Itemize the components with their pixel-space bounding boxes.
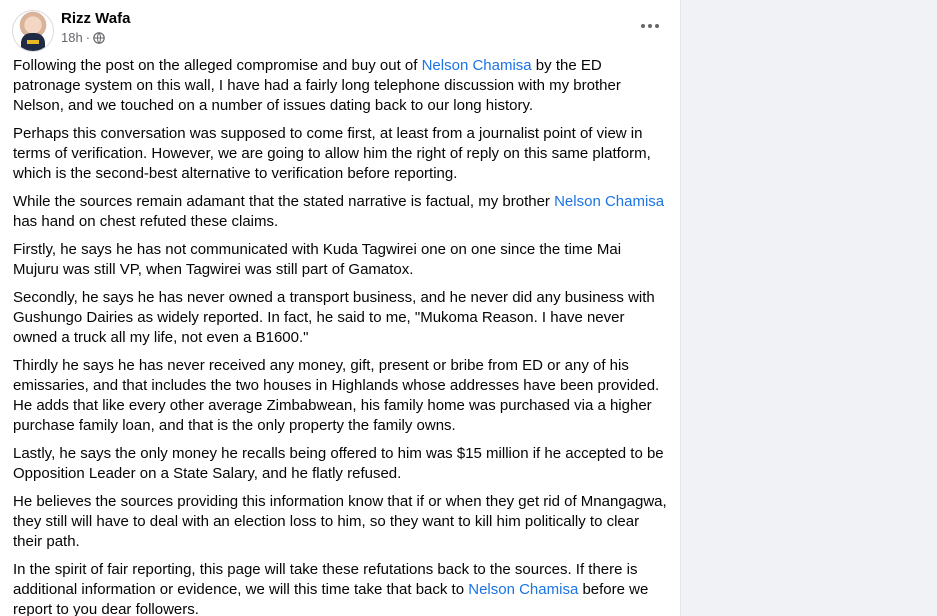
profile-link[interactable]: Nelson Chamisa <box>421 57 532 74</box>
post-paragraph <box>13 288 669 348</box>
meta-separator: · <box>85 30 91 45</box>
post-timestamp[interactable]: 18h <box>61 30 83 45</box>
paragraph-text: before we report to you dear followers. <box>13 581 649 616</box>
profile-link[interactable]: Nelson Chamisa <box>554 193 665 210</box>
post-paragraph <box>13 444 669 484</box>
post-text <box>13 56 669 616</box>
paragraph-text: Secondly, he says he has never owned a transport business, and he never did any business with Gushungo Dairies as widely reported. In fact, he said to me, "Mukoma Reason. I have never owned a truck all my life, not even a B1600." <box>13 289 655 346</box>
post-paragraph <box>13 560 669 616</box>
paragraph-text: He believes the sources providing this information know that if or when they get rid of Mnangagwa, they still will have to deal with an election loss to him, so they want to kill him politically to clear their path. <box>13 493 667 550</box>
paragraph-text: Thirdly he says he has never received any money, gift, present or bribe from ED or any of his emissaries, and that includes the two houses in Highlands whose addresses have been provided. He adds that like every other average Zimbabwean, his family home was purchased via a higher purchase family loan, and that is the only property the family owns. <box>13 357 660 434</box>
right-panel <box>681 0 937 616</box>
paragraph-text: In the spirit of fair reporting, this page will take these refutations back to the sources. If there is additional information or evidence, we will this time take that back to <box>13 561 638 598</box>
author-avatar[interactable] <box>12 10 54 52</box>
paragraph-text: Following the post on the alleged compromise and buy out of <box>13 57 422 74</box>
post-paragraph <box>13 56 669 116</box>
profile-link[interactable]: Nelson Chamisa <box>468 581 579 598</box>
post-paragraph <box>13 240 669 280</box>
post-paragraph <box>13 124 669 184</box>
paragraph-text: Lastly, he says the only money he recalls being offered to him was $15 million if he accepted to be Opposition Leader on a State Salary, and he flatly refused. <box>13 445 664 482</box>
post-meta <box>61 30 105 45</box>
paragraph-text: has hand on chest refuted these claims. <box>13 213 279 230</box>
more-options-icon[interactable] <box>634 14 666 38</box>
post-paragraph <box>13 356 669 436</box>
paragraph-text: Perhaps this conversation was supposed to come first, at least from a journalist point of view in terms of verification. However, we are going to allow him the right of reply on this same platform, which is the second-best alternative to verification before reporting. <box>13 125 651 182</box>
post-paragraph <box>13 192 669 232</box>
globe-icon[interactable] <box>93 32 105 44</box>
paragraph-text: by the ED patronage system on this wall, I have had a fairly long telephone discussion with my brother Nelson, and we touched on a number of issues dating back to our long history. <box>13 57 621 114</box>
paragraph-text: While the sources remain adamant that the stated narrative is factual, my brother <box>13 193 555 210</box>
post-paragraph <box>13 492 669 552</box>
author-name[interactable]: Rizz Wafa <box>61 10 131 27</box>
post-header <box>12 8 672 50</box>
avatar-stripe <box>27 40 39 44</box>
paragraph-text: Firstly, he says he has not communicated with Kuda Tagwirei one on one since the time Mai Mujuru was still VP, when Tagwirei was still part of Gamatox. <box>13 241 622 278</box>
